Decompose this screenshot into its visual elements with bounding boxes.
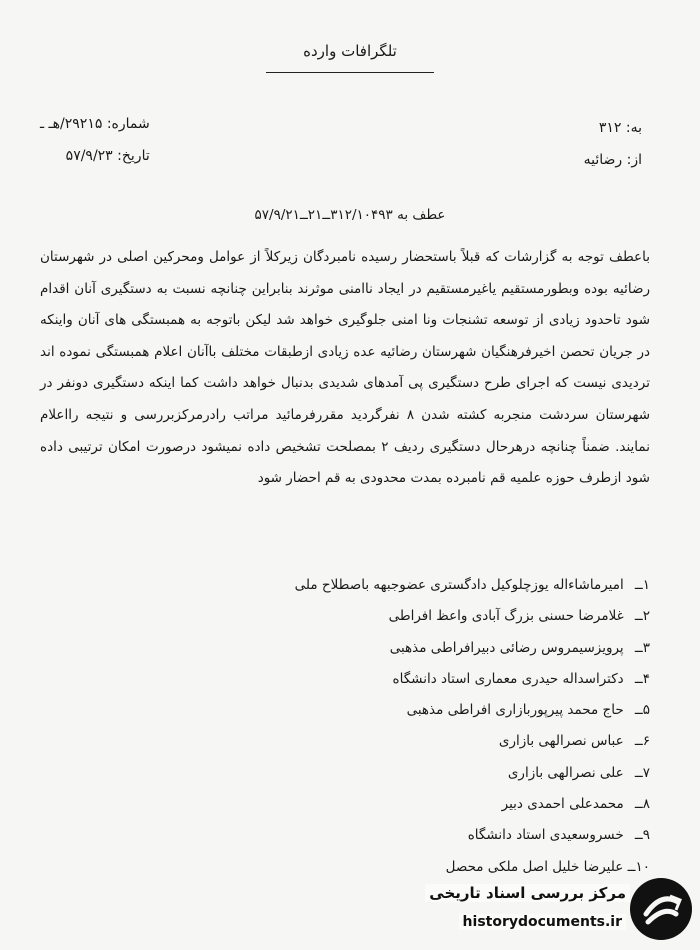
list-item-text: خسروسعیدی استاد دانشگاه: [467, 827, 624, 844]
list-item: [40, 695, 650, 726]
list-item: [40, 820, 650, 851]
watermark: [410, 876, 692, 942]
list-item: [40, 789, 650, 820]
document-date: تاریخ: ۵۷/۹/۲۳: [65, 148, 150, 164]
sender: از: رضائیه: [583, 152, 642, 168]
archive-seal-icon: [630, 878, 692, 940]
document-number: شماره: ۲۹۲۱۵/هـ ـ: [40, 116, 150, 132]
list-item-text: علی نصرالهی بازاری: [507, 764, 624, 781]
body-paragraph: باعطف توجه به گزارشات که قبلاً باستحضار رسیده نامبردگان زیرکلاً از عوامل ومحرکین اصلی در شهرستان رضائیه بوده وبطورمستقیم یاغیرمستقیم در ایجاد ناامنی موثرند بنابراین چنانچه نسبت به دستگیری آنان اقدام شود تاحدود زیادی از توسعه تشنجات ونا امنی جلوگیری خواهد شد لیکن باتوجه به همبستگی های آنان واینکه در جریان تحصن اخیرفرهنگیان شهرستان رضائیه عده زیادی ازطبقات مختلف باآنان اعلام همبستگی نموده اند تردیدی نیست که اجرای طرح دستگیری پی آمدهای شدیدی بدنبال خواهد داشت کما اینکه دستگیری دونفر در شهرستان سردشت منجربه کشته شدن ۸ نفرگردید مقررفرمائید مراتب رادرمرکزبررسی و نتیجه رااعلام نمایند. ضمناً چنانچه درهرحال دستگیری ردیف ۲ بمصلحت تشخیص داده نمیشود درصورت امکان ترتیبی داده شود ازطرف حوزه علمیه قم نامبرده بمدت محدودی به قم احضار شود: [40, 249, 651, 487]
list-item-number: ۳ــ: [634, 639, 650, 656]
list-item-number: ۱۰ــ: [627, 858, 650, 875]
watermark-title: مرکز بررسی اسناد تاریخی: [425, 884, 630, 902]
list-item: [40, 664, 650, 695]
list-item-number: ۲ــ: [634, 608, 650, 625]
list-item-number: ۶ــ: [634, 733, 650, 750]
list-item-text: غلامرضا حسنی بزرگ آبادی واعظ افراطی: [388, 608, 624, 625]
address-block: [584, 112, 642, 176]
list-item-text: پرویزسیمروس رضائی دبیرافراطی مذهبی: [389, 639, 624, 656]
watermark-url: historydocuments.ir: [459, 914, 626, 930]
list-item-number: ۷ــ: [634, 764, 650, 781]
list-item-text: دکتراسداله حیدری معماری استاد دانشگاه: [392, 670, 624, 687]
list-item-number: ۸ــ: [634, 796, 650, 813]
reference-line: عطف به ۳۱۲/۱۰۴۹۳ــ۲۱ــ۵۷/۹/۲۱: [254, 207, 446, 223]
recipient: به: ۳۱۲: [598, 120, 642, 136]
document-body: [40, 242, 650, 495]
list-item-number: ۴ــ: [634, 670, 650, 687]
persons-list: [40, 570, 650, 883]
list-item-text: حاج محمد پیرپوربازاری افراطی مذهبی: [406, 702, 624, 719]
title-underline: [266, 72, 434, 73]
list-item-text: علیرضا خلیل اصل ملکی محصل: [445, 858, 624, 875]
list-item: [40, 601, 650, 632]
list-item-text: محمدعلی احمدی دبیر: [501, 796, 624, 813]
list-item-number: ۱ــ: [634, 577, 650, 593]
list-item-text: عباس نصرالهی بازاری: [498, 733, 624, 750]
list-item: [40, 633, 650, 664]
list-item-number: ۵ــ: [634, 702, 650, 719]
list-item: [40, 570, 650, 601]
document-title: تلگرافات وارده: [303, 42, 397, 60]
list-item: [40, 726, 650, 757]
list-item-number: ۹ــ: [634, 827, 650, 844]
list-item-text: امیرماشاءاله یوزچلوکیل دادگستری عضوجبهه باصطلاح ملی: [294, 577, 624, 593]
list-item: [40, 758, 650, 789]
number-date-block: [40, 108, 150, 172]
